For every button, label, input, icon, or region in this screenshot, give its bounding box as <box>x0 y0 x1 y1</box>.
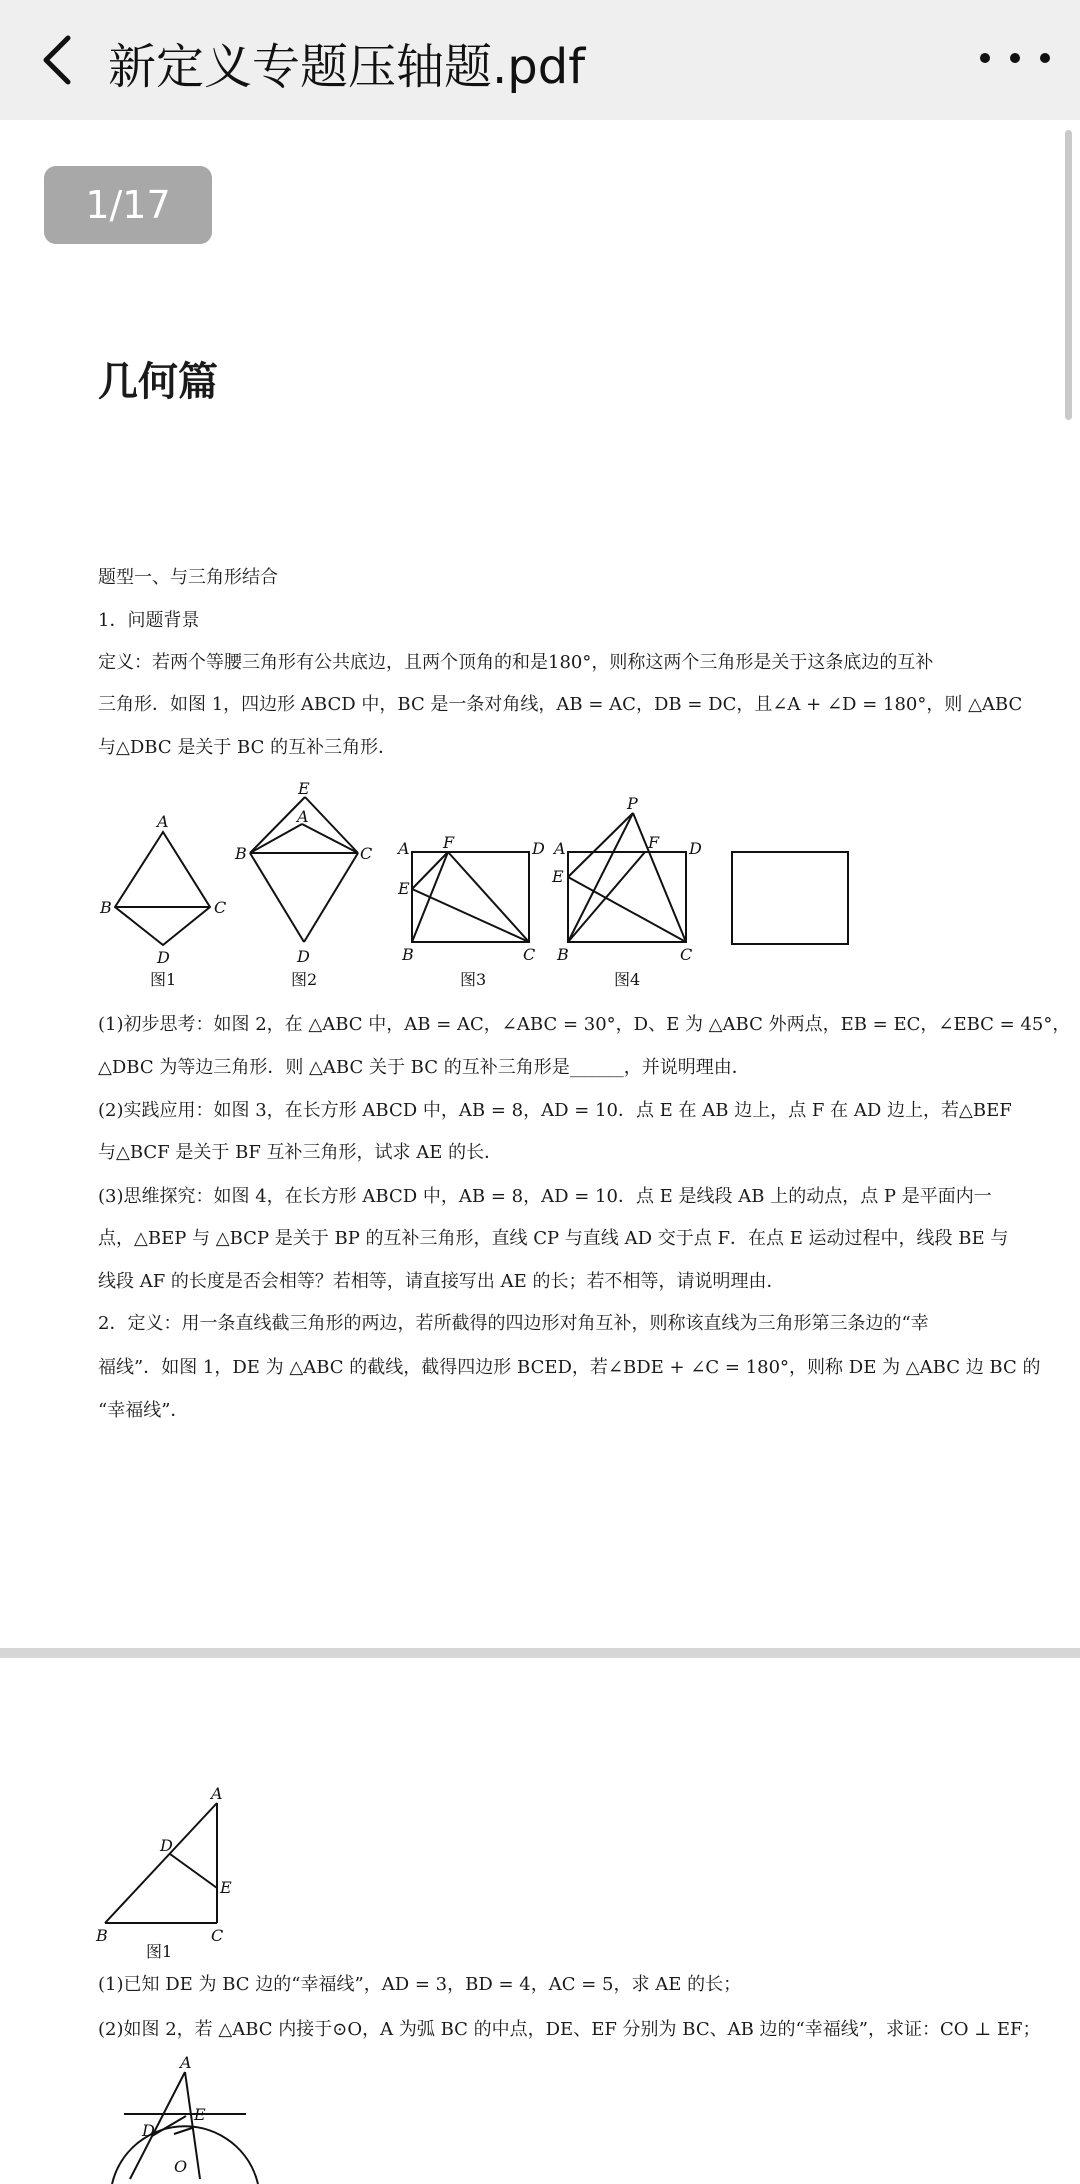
figure-caption: 图4 <box>614 970 641 989</box>
top-bar <box>0 0 1080 120</box>
text-line: 1．问题背景 <box>98 610 200 631</box>
figure-caption: 图2 <box>291 970 318 989</box>
more-options-icon[interactable] <box>980 36 1050 80</box>
text-line: 定义：若两个等腰三角形有公共底边，且两个顶角的和是180°，则称这两个三角形是关于这条底边的互补 <box>98 652 934 673</box>
label-E: E <box>552 867 564 886</box>
back-icon[interactable] <box>30 30 90 90</box>
label-C: C <box>523 945 536 964</box>
text-line: 点，△BEP 与 △BCP 是关于 BP 的互补三角形，直线 CP 与直线 AD 交于点 F．在点 E 运动过程中，线段 BE 与 <box>98 1228 1009 1249</box>
label-A: A <box>398 839 410 858</box>
label-E: E <box>220 1878 232 1897</box>
scrollbar[interactable] <box>1065 130 1072 420</box>
label-C: C <box>214 898 227 917</box>
label-C: C <box>360 844 373 863</box>
label-E: E <box>398 879 410 898</box>
page-separator <box>0 1648 1080 1658</box>
label-C: C <box>211 1926 224 1945</box>
text-line: 福线”．如图 1，DE 为 △ABC 的截线，截得四边形 BCED，若∠BDE + ∠C = 180°，则称 DE 为 △ABC 边 BC 的 <box>98 1357 1041 1378</box>
figure-caption: 图3 <box>460 970 487 989</box>
text-line: (2)实践应用：如图 3，在长方形 ABCD 中，AB = 8，AD = 10．点 E 在 AB 边上，点 F 在 AD 边上，若△BEF <box>98 1100 1012 1121</box>
label-A: A <box>554 839 566 858</box>
label-P: P <box>627 794 638 813</box>
figure-caption: 图1 <box>150 970 177 989</box>
label-A: A <box>211 1785 223 1803</box>
text-line: (3)思维探究：如图 4，在长方形 ABCD 中，AB = 8，AD = 10．点 E 是线段 AB 上的动点，点 P 是平面内一 <box>98 1186 992 1207</box>
text-line: 与△BCF 是关于 BF 互补三角形，试求 AE 的长． <box>98 1142 503 1163</box>
label-E: E <box>194 2105 206 2124</box>
label-D: D <box>532 839 545 858</box>
label-F: F <box>648 833 660 852</box>
label-E: E <box>298 780 310 798</box>
text-line: 三角形．如图 1，四边形 ABCD 中，BC 是一条对角线，AB = AC，DB = DC，且∠A + ∠D = 180°，则 △ABC <box>98 694 1023 715</box>
label-D: D <box>160 1836 173 1855</box>
text-line: 线段 AF 的长度是否会相等？若相等，请直接写出 AE 的长；若不相等，请说明理由． <box>98 1271 785 1292</box>
label-A: A <box>180 2054 192 2072</box>
document-title: 新定义专题压轴题.pdf <box>108 39 586 95</box>
text-line: (1)已知 DE 为 BC 边的“幸福线”，AD = 3，BD = 4，AC = 5，求 AE 的长； <box>98 1974 742 1995</box>
label-F: F <box>443 833 455 852</box>
label-C: C <box>680 945 693 964</box>
label-B: B <box>96 1926 108 1945</box>
text-line: (2)如图 2，若 △ABC 内接于⊙O，A 为弧 BC 的中点，DE、EF 分别为 BC、AB 边的“幸福线”，求证：CO ⊥ EF； <box>98 2019 1041 2040</box>
label-B: B <box>100 898 112 917</box>
label-A: A <box>157 812 169 831</box>
label-B: B <box>557 945 569 964</box>
geometry-figures <box>90 780 880 995</box>
text-line: “幸福线”． <box>98 1400 189 1421</box>
label-D: D <box>689 839 702 858</box>
label-D: D <box>142 2121 155 2140</box>
text-line: 2．定义：用一条直线截三角形的两边，若所截得的四边形对角互补，则称该直线为三角形第三条边的“幸 <box>98 1313 929 1334</box>
label-D: D <box>157 948 170 967</box>
label-O: O <box>174 2157 188 2176</box>
label-A: A <box>297 807 309 826</box>
text-line: △DBC 为等边三角形．则 △ABC 关于 BC 的互补三角形是______，并说明理由． <box>98 1057 750 1078</box>
text-line: 题型一、与三角形结合 <box>98 567 278 588</box>
text-line: 与△DBC 是关于 BC 的互补三角形． <box>98 737 397 758</box>
label-D: D <box>297 947 310 966</box>
label-B: B <box>235 844 247 863</box>
triangle-figure <box>90 1785 270 1960</box>
text-line: (1)初步思考：如图 2，在 △ABC 中，AB = AC，∠ABC = 30°，D、E 为 △ABC 外两点，EB = EC，∠EBC = 45°， <box>98 1014 1071 1035</box>
page-indicator: 1/17 <box>44 166 212 244</box>
page-heading: 几何篇 <box>98 359 218 405</box>
label-B: B <box>402 945 414 964</box>
circle-figure <box>100 2054 270 2184</box>
figure-caption: 图1 <box>146 1942 173 1960</box>
